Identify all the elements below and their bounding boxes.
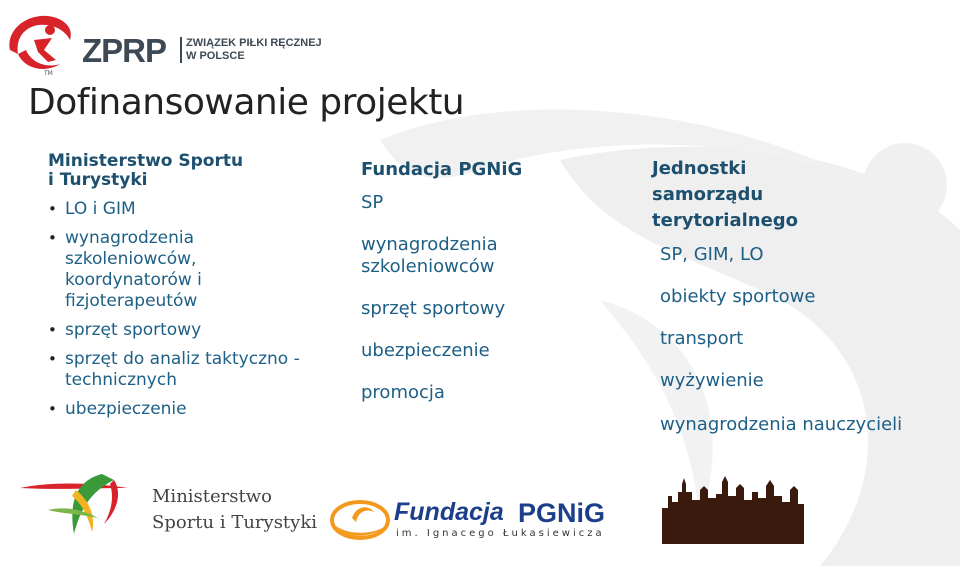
column-heading bbox=[652, 156, 952, 234]
list-item: wynagrodzenia nauczycieli bbox=[660, 414, 903, 435]
list-item: • LO i GIM bbox=[48, 199, 308, 220]
city-skyline-icon bbox=[662, 474, 804, 544]
bullet-list bbox=[48, 199, 308, 420]
pgnig-logo-name: Fundacja bbox=[394, 498, 504, 526]
slide-title: Dofinansowanie projektu bbox=[28, 82, 465, 123]
column-heading: Fundacja PGNiG bbox=[361, 159, 523, 180]
pgnig-flame-icon bbox=[330, 496, 392, 546]
column-heading-line2: samorządu bbox=[652, 184, 764, 205]
list-item: ubezpieczenie bbox=[361, 340, 490, 361]
column-ministry bbox=[48, 152, 308, 428]
list-item: transport bbox=[660, 328, 744, 349]
list-item: obiekty sportowe bbox=[660, 286, 816, 307]
column-heading-line2: i Turystyki bbox=[48, 170, 148, 190]
column-heading-line1: Jednostki bbox=[652, 158, 747, 179]
zprp-emblem-icon bbox=[4, 10, 80, 76]
list-item: SP bbox=[361, 192, 384, 213]
list-item: promocja bbox=[361, 382, 445, 403]
ministry-logo-line1: Ministerstwo bbox=[152, 486, 272, 507]
list-item: • ubezpieczenie bbox=[48, 399, 308, 420]
ministry-logo-line2: Sportu i Turystyki bbox=[152, 512, 317, 533]
logo-trademark: TM bbox=[44, 70, 53, 77]
column-heading bbox=[48, 152, 308, 190]
pgnig-logo-brand: PGNiG bbox=[518, 498, 606, 528]
column-local-government bbox=[652, 156, 952, 458]
list-item: sprzęt sportowy bbox=[361, 298, 506, 319]
list-item: wyżywienie bbox=[660, 370, 764, 391]
column-pgnig bbox=[361, 160, 611, 424]
logo-brand-text: ZPRP bbox=[82, 32, 167, 69]
local-government-logo bbox=[662, 474, 804, 544]
list-item: • wynagrodzenia szkoleniowców, koordynatorów i fizjoterapeutów bbox=[48, 228, 308, 312]
pgnig-logo bbox=[330, 496, 640, 548]
column-heading-line1: Ministerstwo Sportu bbox=[48, 151, 244, 171]
logo-subtitle-line1: ZWIĄZEK PIŁKI RĘCZNEJ bbox=[186, 37, 322, 49]
item-list bbox=[652, 244, 952, 438]
zprp-logo bbox=[4, 10, 344, 80]
list-item: SP, GIM, LO bbox=[660, 244, 764, 265]
item-list bbox=[361, 192, 611, 404]
list-item: • sprzęt do analiz taktyczno -technicznych bbox=[48, 349, 308, 391]
list-item: • sprzęt sportowy bbox=[48, 320, 308, 341]
ministry-emblem-icon bbox=[18, 470, 148, 540]
logo-subtitle-line2: W POLSCE bbox=[186, 50, 245, 62]
logo-subtitle bbox=[180, 37, 322, 63]
ministry-logo-text bbox=[152, 484, 317, 536]
column-heading-line3: terytorialnego bbox=[652, 210, 799, 231]
ministry-logo bbox=[18, 470, 318, 540]
list-item: wynagrodzenia szkoleniowców bbox=[361, 234, 498, 277]
pgnig-logo-subtitle: im. Ignacego Łukasiewicza bbox=[396, 528, 605, 539]
